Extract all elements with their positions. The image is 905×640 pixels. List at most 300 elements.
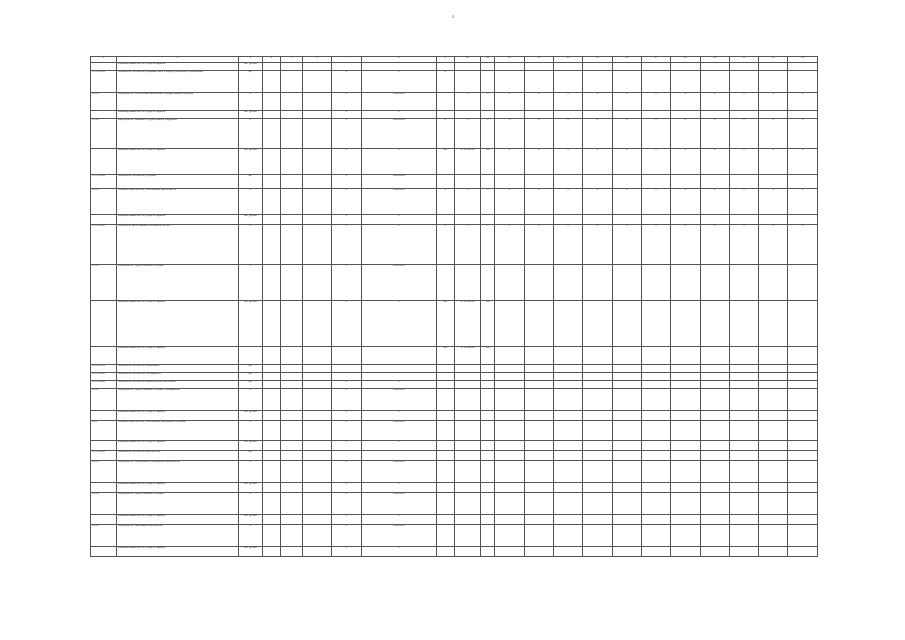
table-cell bbox=[436, 388, 454, 410]
table-cell: 1.1.4.1.0003 bbox=[91, 380, 117, 388]
table-cell: Х bbox=[729, 224, 758, 264]
table-cell: Мероприятие. Предоставление субсидий bbox=[117, 492, 238, 514]
table-cell bbox=[729, 372, 758, 380]
table-cell bbox=[759, 372, 788, 380]
table-cell: Х bbox=[788, 188, 818, 214]
table-cell: Х bbox=[454, 188, 480, 214]
table-cell bbox=[262, 460, 280, 482]
table-cell bbox=[788, 264, 818, 300]
table-cell: Х bbox=[454, 118, 480, 148]
table-cell bbox=[788, 300, 818, 346]
table-cell bbox=[91, 110, 117, 118]
table-cell bbox=[553, 110, 582, 118]
table-cell bbox=[495, 514, 524, 524]
table-cell bbox=[553, 300, 582, 346]
table-cell: ед. bbox=[238, 70, 262, 92]
table-cell bbox=[481, 460, 495, 482]
table-cell: Показатель. Количество педагогических работников bbox=[117, 380, 238, 388]
table-cell: 612 bbox=[481, 300, 495, 346]
table-cell bbox=[641, 420, 670, 440]
table-cell: финансирование за счет средств бюджета bbox=[117, 410, 238, 420]
table-cell bbox=[729, 110, 758, 118]
table-cell bbox=[729, 70, 758, 92]
table-cell bbox=[436, 482, 454, 492]
table-row bbox=[91, 440, 818, 450]
table-cell: тыс. рублей bbox=[238, 214, 262, 224]
table-cell bbox=[700, 70, 729, 92]
table-cell bbox=[281, 492, 303, 514]
table-cell: Х bbox=[238, 92, 262, 110]
table-cell bbox=[262, 546, 280, 556]
table-cell bbox=[553, 346, 582, 364]
table-row bbox=[91, 62, 818, 70]
table-cell: 17.0.0.99999 bbox=[454, 300, 480, 346]
table-row bbox=[91, 388, 818, 410]
table-cell bbox=[303, 148, 331, 174]
table-cell: 2018-2024 bbox=[361, 118, 436, 148]
table-cell bbox=[788, 440, 818, 450]
table-cell: Х bbox=[331, 224, 361, 264]
table-cell bbox=[303, 460, 331, 482]
table-cell bbox=[612, 524, 641, 546]
table-row bbox=[91, 70, 818, 92]
table-cell bbox=[436, 264, 454, 300]
table-cell bbox=[454, 482, 480, 492]
table-cell bbox=[788, 388, 818, 410]
table-cell bbox=[262, 224, 280, 264]
table-cell bbox=[281, 388, 303, 410]
table-cell bbox=[612, 300, 641, 346]
table-cell bbox=[641, 514, 670, 524]
table-cell: Х bbox=[361, 148, 436, 174]
table-cell bbox=[481, 264, 495, 300]
table-cell bbox=[303, 300, 331, 346]
table-cell bbox=[612, 364, 641, 372]
table-cell: Х bbox=[238, 524, 262, 546]
table-body bbox=[91, 57, 818, 557]
table-cell: Х bbox=[361, 514, 436, 524]
table-cell: Х bbox=[436, 224, 454, 264]
table-cell: тыс. рублей bbox=[238, 148, 262, 174]
table-cell bbox=[759, 62, 788, 70]
table-cell bbox=[729, 492, 758, 514]
table-cell: Показатель. Количество обучающихся bbox=[117, 372, 238, 380]
table-cell: Х bbox=[583, 224, 612, 264]
table-cell bbox=[553, 380, 582, 388]
table-cell bbox=[495, 70, 524, 92]
table-cell bbox=[436, 492, 454, 514]
table-cell bbox=[281, 460, 303, 482]
table-cell bbox=[454, 372, 480, 380]
table-cell bbox=[331, 346, 361, 364]
table-row bbox=[91, 372, 818, 380]
table-cell: 1.1.5.1 bbox=[91, 460, 117, 482]
table-cell bbox=[729, 420, 758, 440]
table-cell bbox=[671, 546, 700, 556]
table-cell bbox=[700, 110, 729, 118]
table-cell bbox=[262, 524, 280, 546]
table-cell bbox=[303, 62, 331, 70]
table-cell: 0 bbox=[583, 148, 612, 174]
table-cell bbox=[303, 388, 331, 410]
table-cell: Х bbox=[583, 188, 612, 214]
table-cell bbox=[524, 70, 553, 92]
table-cell bbox=[641, 460, 670, 482]
table-cell bbox=[729, 364, 758, 372]
table-row bbox=[91, 214, 818, 224]
table-cell bbox=[671, 70, 700, 92]
table-cell: тыс. рублей bbox=[238, 110, 262, 118]
table-cell bbox=[495, 372, 524, 380]
table-cell bbox=[481, 410, 495, 420]
table-cell bbox=[641, 70, 670, 92]
table-cell bbox=[700, 214, 729, 224]
table-cell: Х bbox=[641, 188, 670, 214]
table-cell bbox=[729, 346, 758, 364]
table-cell bbox=[238, 346, 262, 364]
table-row bbox=[91, 482, 818, 492]
table-cell bbox=[524, 460, 553, 482]
table-cell bbox=[262, 372, 280, 380]
table-cell bbox=[641, 380, 670, 388]
table-cell bbox=[583, 300, 612, 346]
table-cell bbox=[641, 546, 670, 556]
table-cell bbox=[729, 388, 758, 410]
column-number: 3 bbox=[238, 57, 262, 63]
table-cell: Х bbox=[331, 420, 361, 440]
table-cell: 1.1.4.1 bbox=[91, 388, 117, 410]
table-row bbox=[91, 380, 818, 388]
table-cell bbox=[436, 524, 454, 546]
table-cell bbox=[495, 214, 524, 224]
table-cell bbox=[91, 62, 117, 70]
table-cell: Х bbox=[331, 300, 361, 346]
table-cell bbox=[759, 482, 788, 492]
table-cell: 2018-2024 bbox=[361, 420, 436, 440]
table-cell bbox=[759, 346, 788, 364]
column-number: 22 bbox=[788, 57, 818, 63]
table-cell: 0 bbox=[641, 148, 670, 174]
table-cell bbox=[671, 492, 700, 514]
table-cell bbox=[700, 524, 729, 546]
table-cell bbox=[91, 346, 117, 364]
table-cell bbox=[641, 440, 670, 450]
table-cell bbox=[553, 492, 582, 514]
table-cell bbox=[262, 300, 280, 346]
table-cell bbox=[454, 380, 480, 388]
column-number: 20 bbox=[729, 57, 758, 63]
table-cell bbox=[641, 62, 670, 70]
table-cell: Х bbox=[331, 110, 361, 118]
table-cell: Х bbox=[331, 482, 361, 492]
table-cell bbox=[524, 346, 553, 364]
table-cell bbox=[729, 380, 758, 388]
table-cell: Х bbox=[553, 224, 582, 264]
table-cell bbox=[759, 460, 788, 482]
table-cell: тыс. рублей bbox=[238, 300, 262, 346]
table-cell bbox=[436, 174, 454, 188]
table-cell bbox=[612, 388, 641, 410]
table-cell bbox=[788, 214, 818, 224]
table-cell bbox=[495, 388, 524, 410]
table-cell bbox=[454, 62, 480, 70]
table-cell bbox=[454, 420, 480, 440]
table-cell: 0 bbox=[788, 148, 818, 174]
table-cell: Х bbox=[361, 300, 436, 346]
table-cell bbox=[262, 364, 280, 372]
table-cell bbox=[303, 524, 331, 546]
table-cell: Х bbox=[612, 118, 641, 148]
table-cell bbox=[700, 300, 729, 346]
table-cell bbox=[700, 380, 729, 388]
table-cell bbox=[303, 346, 331, 364]
table-cell bbox=[91, 410, 117, 420]
table-cell: 2018-2024 bbox=[361, 492, 436, 514]
table-cell bbox=[481, 514, 495, 524]
table-cell bbox=[671, 410, 700, 420]
table-cell bbox=[759, 410, 788, 420]
table-cell: финансирование за счет средств бюджета bbox=[117, 148, 238, 174]
table-cell bbox=[788, 174, 818, 188]
table-cell bbox=[281, 174, 303, 188]
table-cell bbox=[262, 514, 280, 524]
table-cell: Х bbox=[759, 118, 788, 148]
table-cell: 2018-2024 bbox=[361, 92, 436, 110]
table-cell bbox=[788, 460, 818, 482]
table-cell: Х bbox=[553, 92, 582, 110]
table-cell bbox=[303, 214, 331, 224]
table-cell bbox=[759, 110, 788, 118]
table-cell bbox=[729, 300, 758, 346]
table-cell bbox=[281, 546, 303, 556]
table-cell bbox=[700, 174, 729, 188]
table-cell bbox=[612, 380, 641, 388]
table-cell: 2018-2024 bbox=[361, 264, 436, 300]
column-number: 21 bbox=[759, 57, 788, 63]
table-cell bbox=[641, 524, 670, 546]
table-cell: Х bbox=[495, 188, 524, 214]
table-cell bbox=[671, 514, 700, 524]
table-cell bbox=[729, 410, 758, 420]
table-cell bbox=[281, 300, 303, 346]
table-cell bbox=[262, 62, 280, 70]
table-cell: 17.0.0.99999 bbox=[454, 346, 480, 364]
column-number: 19 bbox=[700, 57, 729, 63]
table-cell bbox=[671, 482, 700, 492]
table-cell bbox=[303, 174, 331, 188]
table-cell: Показатель. Количество мероприятий bbox=[117, 450, 238, 460]
table-cell bbox=[481, 492, 495, 514]
table-cell bbox=[788, 70, 818, 92]
table-cell bbox=[524, 214, 553, 224]
table-cell: Мероприятие. Предоставление субсидий bbox=[117, 264, 238, 300]
table-cell bbox=[303, 482, 331, 492]
table-cell bbox=[281, 214, 303, 224]
table-cell bbox=[729, 460, 758, 482]
table-cell bbox=[641, 372, 670, 380]
table-cell bbox=[495, 380, 524, 388]
table-cell bbox=[495, 492, 524, 514]
table-cell: Х bbox=[612, 92, 641, 110]
table-cell: 0 bbox=[759, 148, 788, 174]
column-number: 9 bbox=[436, 57, 454, 63]
table-row bbox=[91, 188, 818, 214]
table-cell: Х bbox=[671, 224, 700, 264]
table-cell: Х bbox=[700, 118, 729, 148]
table-cell bbox=[303, 264, 331, 300]
table-cell bbox=[495, 110, 524, 118]
table-cell bbox=[583, 70, 612, 92]
table-cell bbox=[495, 460, 524, 482]
table-cell bbox=[495, 410, 524, 420]
table-cell bbox=[303, 440, 331, 450]
table-cell: Х bbox=[361, 440, 436, 450]
table-cell bbox=[454, 514, 480, 524]
table-cell bbox=[553, 174, 582, 188]
table-cell: 1.1.2.1.0001 bbox=[91, 70, 117, 92]
table-cell: 0 bbox=[436, 70, 454, 92]
table-cell: 0 bbox=[524, 148, 553, 174]
table-cell bbox=[700, 264, 729, 300]
table-cell bbox=[303, 118, 331, 148]
table-cell bbox=[303, 110, 331, 118]
table-cell bbox=[729, 264, 758, 300]
table-cell bbox=[262, 420, 280, 440]
table-cell bbox=[436, 62, 454, 70]
table-cell bbox=[436, 514, 454, 524]
table-cell bbox=[671, 524, 700, 546]
table-cell bbox=[583, 62, 612, 70]
table-cell: Х bbox=[759, 92, 788, 110]
table-cell bbox=[553, 546, 582, 556]
table-cell: Х bbox=[238, 264, 262, 300]
table-cell: Х bbox=[454, 224, 480, 264]
table-cell bbox=[583, 482, 612, 492]
table-cell bbox=[612, 514, 641, 524]
table-cell: 0 bbox=[729, 148, 758, 174]
table-cell bbox=[262, 188, 280, 214]
table-cell bbox=[436, 110, 454, 118]
table-cell bbox=[612, 546, 641, 556]
table-cell: 804 bbox=[436, 346, 454, 364]
table-cell: Х bbox=[700, 92, 729, 110]
table-cell bbox=[583, 460, 612, 482]
table-cell bbox=[262, 380, 280, 388]
table-cell: Х bbox=[331, 440, 361, 450]
table-cell bbox=[281, 70, 303, 92]
table-cell bbox=[524, 492, 553, 514]
column-number: 2 bbox=[117, 57, 238, 63]
table-cell: Х bbox=[524, 188, 553, 214]
table-cell bbox=[788, 410, 818, 420]
column-number: 18 bbox=[671, 57, 700, 63]
table-cell bbox=[641, 410, 670, 420]
table-row bbox=[91, 300, 818, 346]
table-cell bbox=[281, 420, 303, 440]
table-cell: Х bbox=[481, 92, 495, 110]
table-cell: Х bbox=[331, 410, 361, 420]
table-cell bbox=[281, 148, 303, 174]
table-cell: Х bbox=[495, 224, 524, 264]
table-cell bbox=[281, 482, 303, 492]
table-cell: финансирование за счет средств бюджета bbox=[117, 346, 238, 364]
table-cell: 0 bbox=[671, 148, 700, 174]
table-cell: Х bbox=[331, 514, 361, 524]
table-cell bbox=[759, 450, 788, 460]
table-cell bbox=[641, 388, 670, 410]
table-cell bbox=[281, 346, 303, 364]
table-cell: Х bbox=[641, 224, 670, 264]
table-row bbox=[91, 420, 818, 440]
column-number: 7 bbox=[331, 57, 361, 63]
table-cell bbox=[788, 372, 818, 380]
table-cell: % bbox=[238, 224, 262, 264]
table-cell bbox=[495, 62, 524, 70]
table-cell: Х bbox=[671, 92, 700, 110]
table-cell bbox=[612, 264, 641, 300]
table-row bbox=[91, 264, 818, 300]
table-cell bbox=[281, 440, 303, 450]
table-cell: Основное мероприятие. Обеспечение реализации программ bbox=[117, 420, 238, 440]
table-cell bbox=[524, 372, 553, 380]
table-cell: 1.1.4.1.0001 bbox=[91, 364, 117, 372]
table-cell: тыс. рублей bbox=[238, 546, 262, 556]
table-cell bbox=[641, 346, 670, 364]
table-cell: Мероприятие. Оказание государственной поддержки bbox=[117, 118, 238, 148]
table-cell bbox=[641, 264, 670, 300]
table-cell bbox=[454, 524, 480, 546]
table-cell bbox=[481, 70, 495, 92]
table-cell bbox=[303, 372, 331, 380]
table-cell bbox=[262, 410, 280, 420]
table-row bbox=[91, 364, 818, 372]
table-cell bbox=[303, 380, 331, 388]
table-cell bbox=[281, 514, 303, 524]
table-cell bbox=[454, 410, 480, 420]
table-cell bbox=[788, 546, 818, 556]
table-cell bbox=[641, 482, 670, 492]
table-cell bbox=[700, 546, 729, 556]
table-cell: Х bbox=[238, 492, 262, 514]
table-cell bbox=[759, 524, 788, 546]
table-cell bbox=[361, 372, 436, 380]
table-cell bbox=[671, 364, 700, 372]
budget-table bbox=[90, 56, 818, 557]
table-cell bbox=[729, 482, 758, 492]
table-cell bbox=[436, 410, 454, 420]
table-cell: Показатель. Количество организаций bbox=[117, 364, 238, 372]
table-cell: Х bbox=[729, 188, 758, 214]
table-cell bbox=[303, 492, 331, 514]
table-cell bbox=[671, 110, 700, 118]
table-cell bbox=[303, 410, 331, 420]
table-cell bbox=[524, 300, 553, 346]
table-cell bbox=[303, 450, 331, 460]
table-cell bbox=[281, 372, 303, 380]
table-cell bbox=[303, 364, 331, 372]
table-cell: Х bbox=[671, 188, 700, 214]
table-cell bbox=[553, 364, 582, 372]
table-cell bbox=[553, 440, 582, 450]
table-cell bbox=[524, 482, 553, 492]
table-cell: Мероприятие. Предоставление субсидий учреждениям bbox=[117, 388, 238, 410]
table-cell bbox=[788, 492, 818, 514]
table-cell: финансирование за счет средств бюджета bbox=[117, 440, 238, 450]
table-cell: ед. bbox=[238, 372, 262, 380]
table-cell bbox=[524, 110, 553, 118]
table-cell bbox=[481, 214, 495, 224]
table-cell bbox=[583, 492, 612, 514]
